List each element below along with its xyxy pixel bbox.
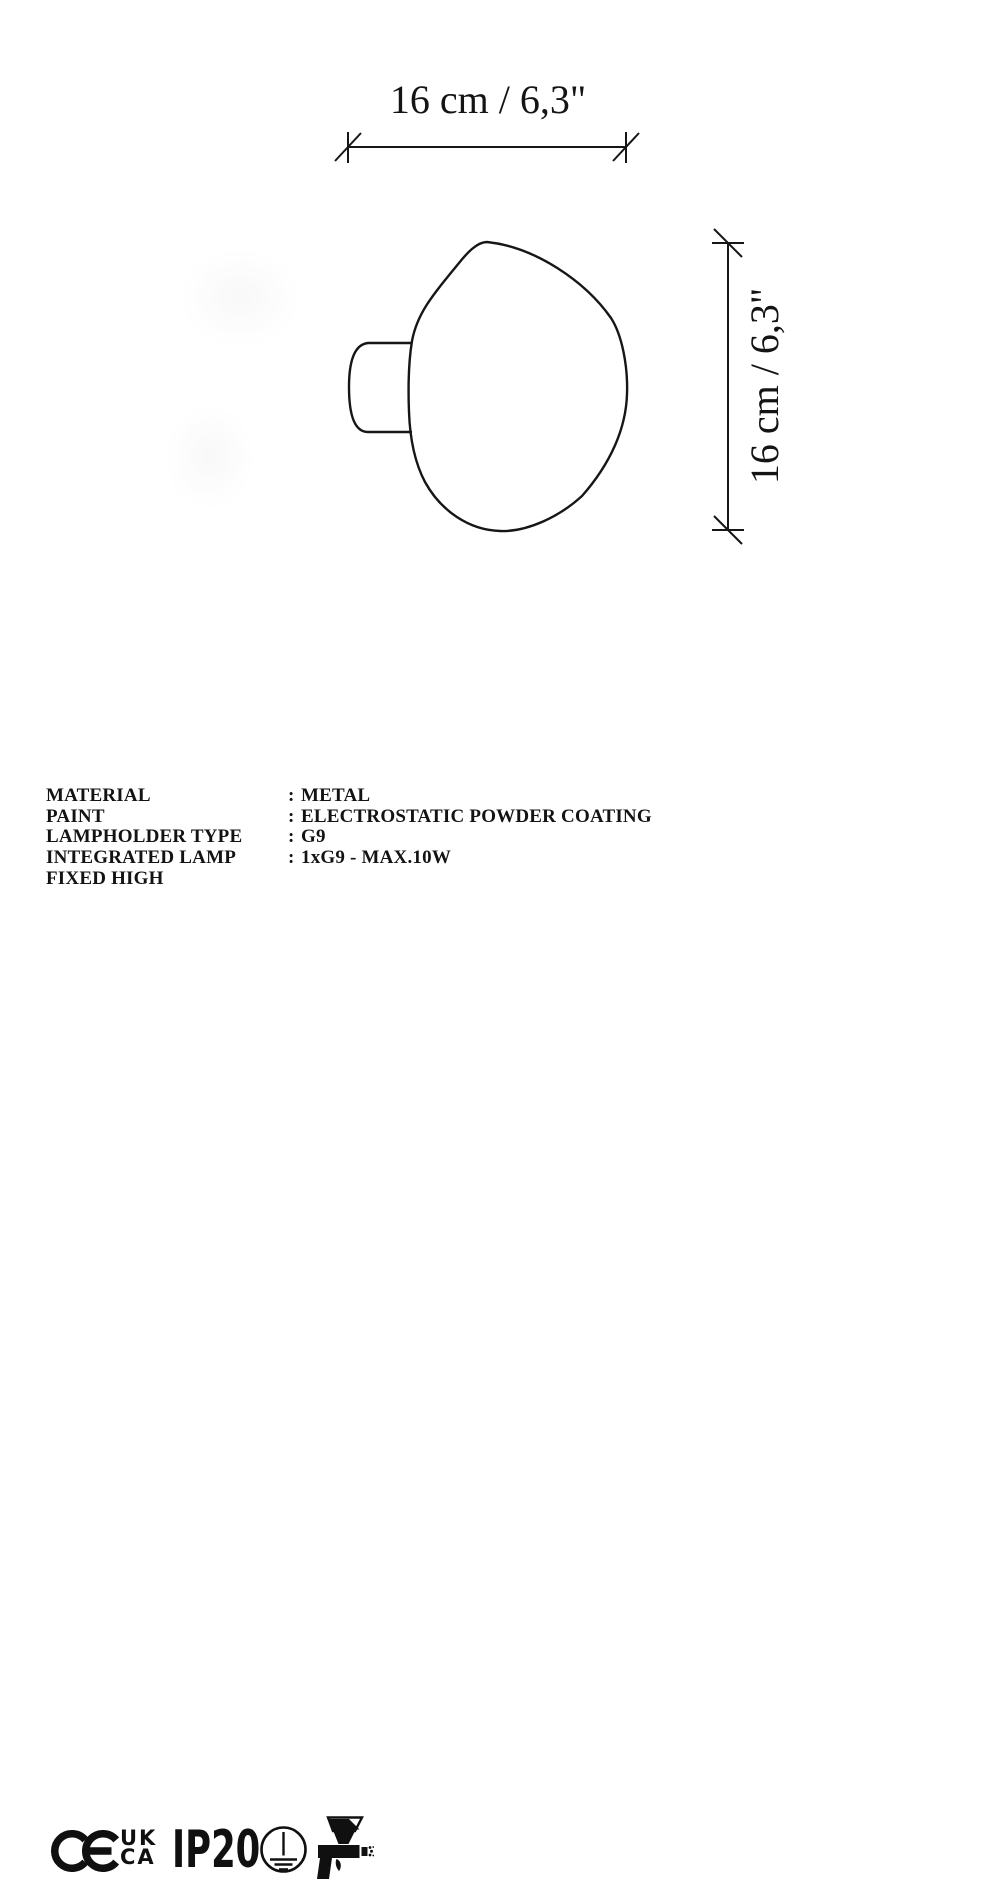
paint-spray-gun-icon xyxy=(316,1816,374,1880)
spec-separator: : xyxy=(288,847,295,869)
width-dimension-label: 16 cm / 6,3" xyxy=(389,77,587,122)
spec-label: FIXED HIGH xyxy=(46,867,164,889)
spec-row-integrated-lamp xyxy=(46,848,652,869)
protective-earth-icon xyxy=(259,1825,308,1874)
ce-mark-icon xyxy=(51,1830,121,1872)
specifications-table xyxy=(46,786,652,890)
spec-value: G9 xyxy=(301,826,326,848)
spec-label: MATERIAL xyxy=(46,785,151,806)
spec-row-material xyxy=(46,786,652,807)
spec-value: ELECTROSTATIC POWDER COATING xyxy=(301,805,652,827)
ip-rating-label: IP20 xyxy=(172,1820,261,1880)
spec-separator: : xyxy=(288,826,295,848)
lamp-mount-outline xyxy=(349,343,412,432)
spec-label: PAINT xyxy=(46,805,105,827)
spec-row-paint xyxy=(46,807,652,828)
lamp-shade-outline xyxy=(409,242,627,531)
ukca-mark-icon xyxy=(120,1826,158,1869)
height-dimension-label: 16 cm / 6,3" xyxy=(742,287,787,485)
width-dimension-line xyxy=(335,132,639,163)
certification-row xyxy=(0,905,1000,1880)
ukca-line1: UK xyxy=(120,1826,158,1850)
height-dimension-line xyxy=(712,229,744,544)
spec-row-lampholder-type xyxy=(46,827,652,848)
spec-label: LAMPHOLDER TYPE xyxy=(46,826,243,848)
spec-separator: : xyxy=(288,785,295,806)
spec-row-fixed-high xyxy=(46,869,652,890)
spec-separator: : xyxy=(288,805,295,827)
ukca-line2: CA xyxy=(120,1845,156,1869)
spec-label: INTEGRATED LAMP xyxy=(46,847,237,869)
spec-value: 1xG9 - MAX.10W xyxy=(301,847,452,869)
spec-separator xyxy=(288,869,301,890)
spec-value: METAL xyxy=(301,785,371,806)
